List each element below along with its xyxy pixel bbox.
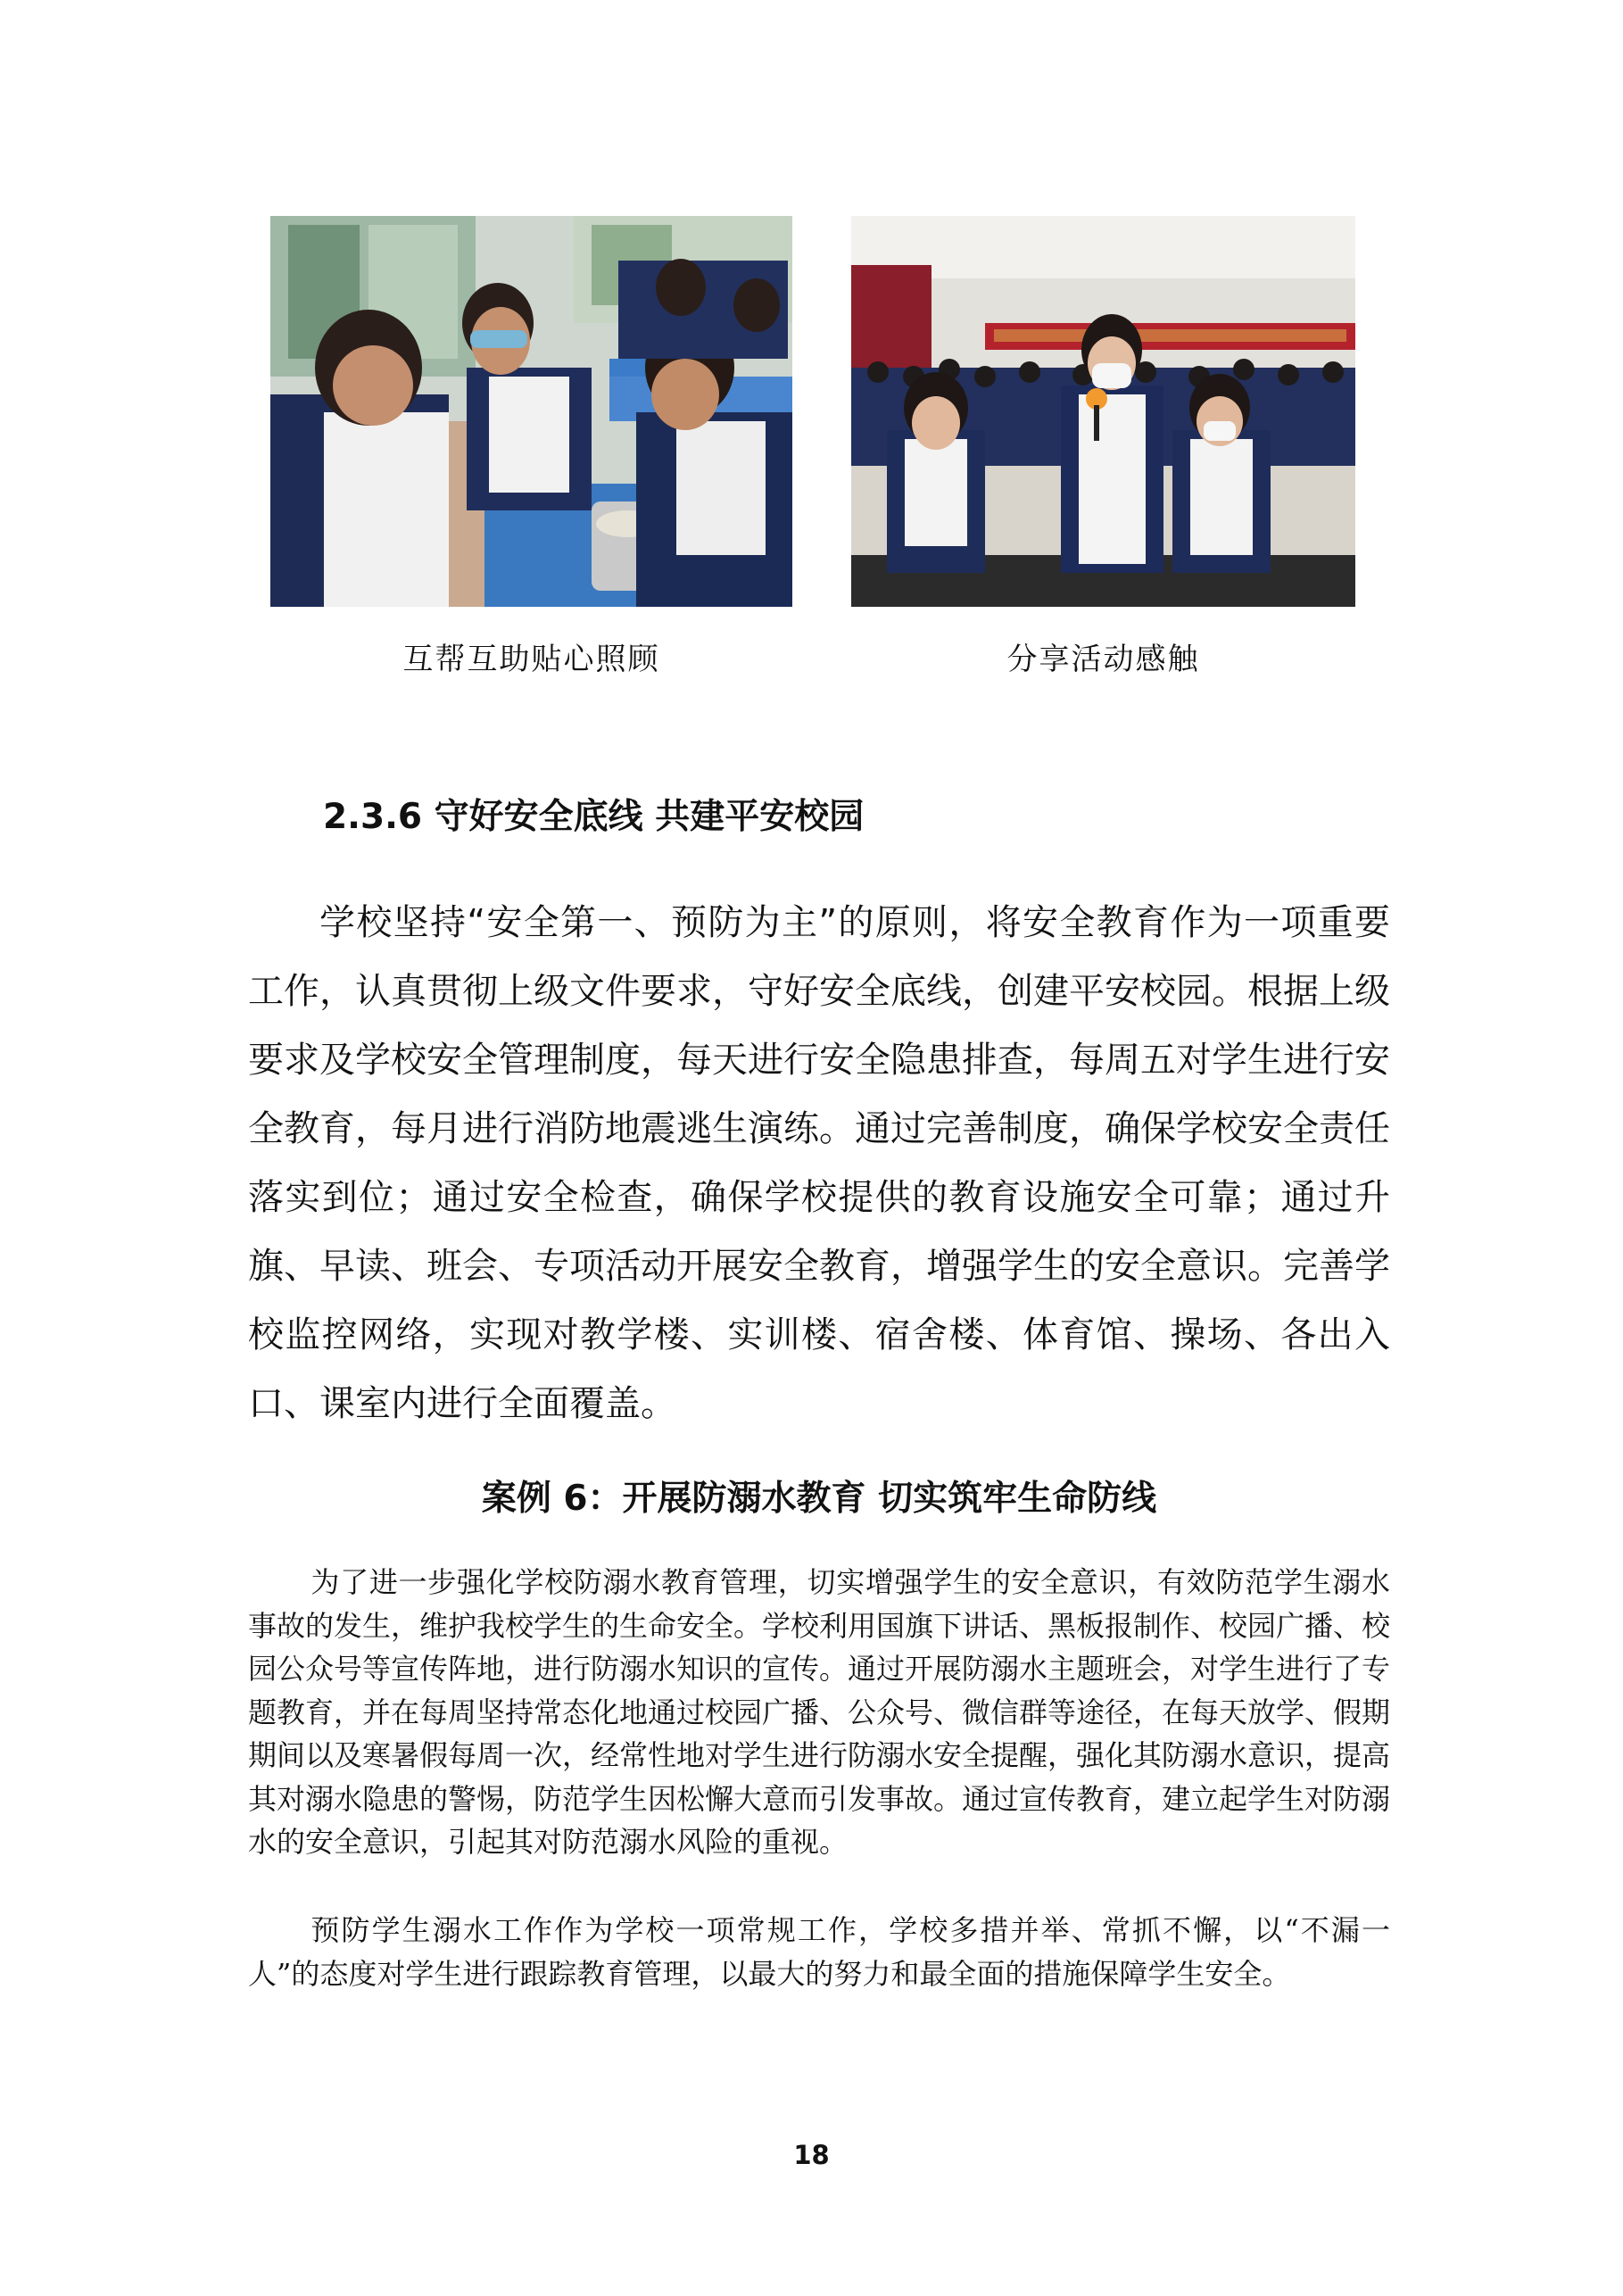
page-number: 18 — [793, 2140, 830, 2170]
section-heading: 2.3.6 守好安全底线 共建平安校园 — [323, 797, 865, 837]
case-title: 案例 6：开展防溺水教育 切实筑牢生命防线 — [481, 1479, 1157, 1519]
caption-left: 互帮互助贴心照顾 — [402, 642, 660, 677]
case-paragraph: 预防学生溺水工作作为学校一项常规工作，学校多措并举、常抓不懈，以“不漏一人”的态度对学生进行跟踪教育管理，以最大的努力和最全面的措施保障学生安全。 — [248, 1913, 1390, 1991]
section-body: 学校坚持“安全第一、预防为主”的原则，将安全教育作为一项重要工作，认真贯彻上级文件要求，守好安全底线，创建平安校园。根据上级要求及学校安全管理制度，每天进行安全隐患排查，每周五对学生进行安全教育，每月进行消防地震逃生演练。通过完善制度，确保学校安全责任落实到位；通过安全检查，确保学校提供的教育设施安全可靠；通过升旗、早读、班会、专项活动开展安全教育，增强学生的安全意识。完善学校监控网络，实现对教学楼、实训楼、宿舍楼、体育馆、操场、各出入口、课室内进行全面覆盖。 — [248, 902, 1390, 1424]
caption-right: 分享活动感触 — [1006, 642, 1200, 677]
photo-sharing-session — [851, 216, 1355, 607]
photo-mutual-help — [270, 216, 792, 607]
case-paragraph: 为了进一步强化学校防溺水教育管理，切实增强学生的安全意识，有效防范学生溺水事故的发生，维护我校学生的生命安全。学校利用国旗下讲话、黑板报制作、校园广播、校园公众号等宣传阵地，进行防溺水知识的宣传。通过开展防溺水主题班会，对学生进行了专题教育，并在每周坚持常态化地通过校园广播、公众号、微信群等途径，在每天放学、假期期间以及寒暑假每周一次，经常性地对学生进行防溺水安全提醒，强化其防溺水意识，提高其对溺水隐患的警惕，防范学生因松懈大意而引发事故。通过宣传教育，建立起学生对防溺水的安全意识，引起其对防范溺水风险的重视。 — [248, 1565, 1391, 1859]
